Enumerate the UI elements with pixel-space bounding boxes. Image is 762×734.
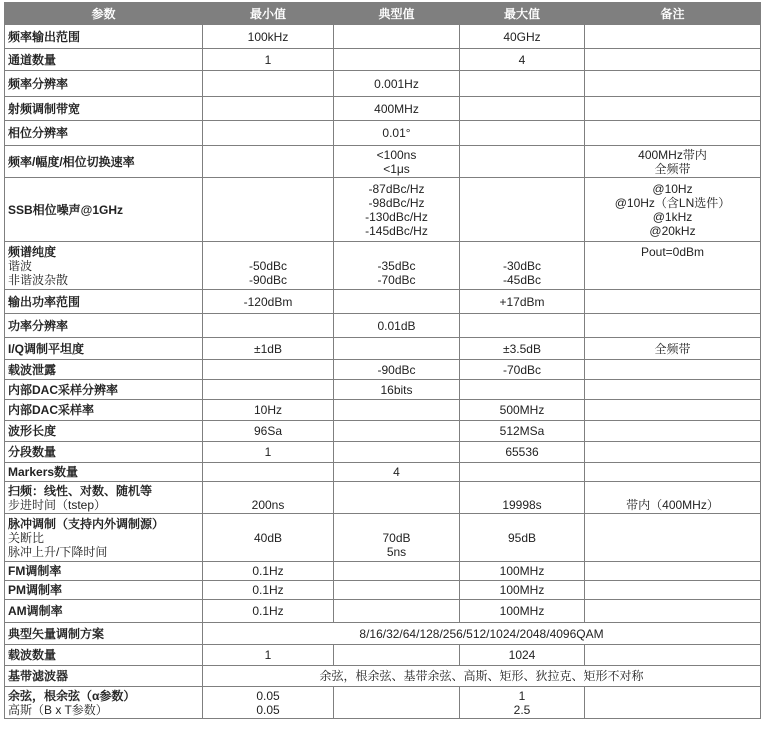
param-name: AM调制率 bbox=[8, 604, 63, 618]
cell-line: 5ns bbox=[386, 544, 407, 559]
max-cell bbox=[460, 338, 585, 360]
param-name: 频率输出范围 bbox=[8, 29, 81, 44]
cell-line bbox=[463, 484, 581, 498]
cell-line: 400MHz bbox=[374, 101, 419, 116]
cell-line: 0.01° bbox=[382, 126, 411, 140]
typ-cell bbox=[334, 314, 460, 338]
note-cell bbox=[585, 687, 761, 719]
cell-line: -98dBc/Hz bbox=[368, 195, 425, 210]
note-cell bbox=[585, 442, 761, 463]
cell-line: 0.1Hz bbox=[252, 564, 284, 578]
cell-line bbox=[588, 273, 757, 287]
note-cell bbox=[585, 645, 761, 666]
cell-line: -35dBc bbox=[377, 258, 416, 273]
param-cell bbox=[5, 380, 203, 400]
param-name: I/Q调制平坦度 bbox=[8, 341, 85, 356]
param-cell bbox=[5, 178, 203, 242]
note-cell bbox=[585, 242, 761, 290]
table-row bbox=[5, 242, 761, 290]
cell-line: 带内（400MHz） bbox=[626, 497, 719, 512]
min-cell bbox=[203, 600, 334, 623]
typ-cell bbox=[334, 687, 460, 719]
min-cell bbox=[203, 421, 334, 442]
cell-line: @10Hz（含LN选件） bbox=[614, 195, 731, 210]
cell-line: @1kHz bbox=[652, 209, 693, 224]
param-cell bbox=[5, 71, 203, 97]
table-row bbox=[5, 514, 761, 562]
cell-line bbox=[588, 484, 757, 498]
param-cell bbox=[5, 314, 203, 338]
max-cell bbox=[460, 482, 585, 514]
note-cell bbox=[585, 71, 761, 97]
typ-cell bbox=[334, 400, 460, 421]
typ-cell bbox=[334, 178, 460, 242]
typ-cell bbox=[334, 421, 460, 442]
max-cell bbox=[460, 71, 585, 97]
cell-line: -70dBc bbox=[502, 362, 542, 377]
table-row bbox=[5, 338, 761, 360]
param-cell bbox=[5, 360, 203, 380]
cell-line: 0.001Hz bbox=[374, 76, 419, 91]
param-name: 内部DAC采样率 bbox=[8, 403, 94, 417]
typ-cell bbox=[334, 242, 460, 290]
param-cell bbox=[5, 687, 203, 719]
max-cell bbox=[460, 645, 585, 666]
table-row bbox=[5, 687, 761, 719]
min-cell bbox=[203, 242, 334, 290]
cell-line: 400MHz带内 bbox=[638, 147, 707, 162]
param-name: 典型矢量调制方案 bbox=[8, 626, 105, 641]
typ-cell bbox=[334, 146, 460, 178]
max-cell bbox=[460, 442, 585, 463]
cell-line bbox=[463, 545, 581, 559]
max-cell bbox=[460, 581, 585, 600]
param-name: 功率分辨率 bbox=[8, 318, 69, 333]
param-cell bbox=[5, 600, 203, 623]
param-cell bbox=[5, 421, 203, 442]
cell-line: 0.1Hz bbox=[252, 583, 284, 597]
max-cell bbox=[460, 178, 585, 242]
typ-cell bbox=[334, 581, 460, 600]
header-row bbox=[5, 3, 761, 25]
note-cell bbox=[585, 463, 761, 482]
cell-line bbox=[206, 245, 330, 259]
param-sub: 谐波 bbox=[8, 258, 33, 273]
param-cell bbox=[5, 666, 203, 687]
min-cell bbox=[203, 360, 334, 380]
cell-line: 1024 bbox=[508, 648, 536, 662]
cell-line: 70dB bbox=[382, 530, 411, 545]
max-cell bbox=[460, 97, 585, 121]
cell-line: 10Hz bbox=[253, 403, 282, 417]
max-cell bbox=[460, 314, 585, 338]
header-param: 参数 bbox=[5, 3, 203, 25]
note-cell bbox=[585, 178, 761, 242]
table-row bbox=[5, 360, 761, 380]
cell-line: 0.05 bbox=[256, 688, 280, 703]
cell-line: 100kHz bbox=[247, 29, 289, 44]
typ-cell bbox=[334, 360, 460, 380]
span-cell: 8/16/32/64/128/256/512/1024/2048/4096QAM bbox=[203, 623, 761, 645]
table-body bbox=[5, 25, 761, 719]
param-name: 频率分辨率 bbox=[8, 76, 69, 91]
max-cell bbox=[460, 421, 585, 442]
min-cell bbox=[203, 25, 334, 49]
param-cell bbox=[5, 463, 203, 482]
table-row bbox=[5, 666, 761, 687]
table-row bbox=[5, 25, 761, 49]
table-row bbox=[5, 146, 761, 178]
cell-line: <1μs bbox=[383, 161, 410, 176]
typ-cell bbox=[334, 380, 460, 400]
min-cell bbox=[203, 581, 334, 600]
param-sub: 步进时间（tstep） bbox=[8, 497, 107, 512]
cell-line: 全频带 bbox=[654, 161, 691, 176]
table-row bbox=[5, 314, 761, 338]
table-row bbox=[5, 178, 761, 242]
min-cell bbox=[203, 178, 334, 242]
note-cell bbox=[585, 290, 761, 314]
max-cell bbox=[460, 121, 585, 146]
param-sub: 非谐波杂散 bbox=[8, 272, 69, 287]
cell-line: 1 bbox=[264, 445, 272, 459]
cell-line: 100MHz bbox=[499, 604, 545, 618]
cell-line: Pout=0dBm bbox=[640, 244, 705, 259]
max-cell bbox=[460, 146, 585, 178]
note-cell bbox=[585, 49, 761, 71]
cell-line: -70dBc bbox=[377, 272, 416, 287]
table-row bbox=[5, 581, 761, 600]
min-cell bbox=[203, 338, 334, 360]
table-row bbox=[5, 290, 761, 314]
min-cell bbox=[203, 687, 334, 719]
min-cell bbox=[203, 380, 334, 400]
param-cell bbox=[5, 49, 203, 71]
param-cell bbox=[5, 645, 203, 666]
typ-cell bbox=[334, 121, 460, 146]
note-cell bbox=[585, 338, 761, 360]
param-sub: 关断比 bbox=[8, 530, 45, 545]
header-min: 最小值 bbox=[203, 3, 334, 25]
cell-line: 1 bbox=[264, 52, 272, 67]
cell-line: @20kHz bbox=[649, 223, 696, 238]
table-row bbox=[5, 71, 761, 97]
note-cell bbox=[585, 121, 761, 146]
cell-line: 40GHz bbox=[503, 29, 541, 44]
cell-line: 500MHz bbox=[499, 403, 545, 417]
max-cell bbox=[460, 25, 585, 49]
param-name: PM调制率 bbox=[8, 583, 63, 597]
note-cell bbox=[585, 400, 761, 421]
param-cell bbox=[5, 562, 203, 581]
cell-line: 19998s bbox=[502, 497, 542, 512]
cell-line: 2.5 bbox=[513, 702, 531, 717]
table-row bbox=[5, 442, 761, 463]
min-cell bbox=[203, 49, 334, 71]
span-cell: 余弦，根余弦、基带余弦、高斯、矩形、狄拉克、矩形不对称 bbox=[203, 666, 761, 687]
param-name: 波形长度 bbox=[8, 424, 57, 438]
cell-line: -130dBc/Hz bbox=[365, 209, 428, 224]
cell-line: +17dBm bbox=[499, 294, 545, 309]
max-cell bbox=[460, 687, 585, 719]
cell-line: -145dBc/Hz bbox=[365, 223, 428, 238]
table-row bbox=[5, 623, 761, 645]
min-cell bbox=[203, 290, 334, 314]
table-row bbox=[5, 421, 761, 442]
max-cell bbox=[460, 562, 585, 581]
table-row bbox=[5, 380, 761, 400]
param-name: Markers数量 bbox=[8, 465, 79, 479]
cell-line bbox=[206, 484, 330, 498]
param-name: 载波数量 bbox=[8, 648, 57, 662]
param-name: 脉冲调制（支持内外调制源） bbox=[8, 516, 165, 531]
note-cell bbox=[585, 514, 761, 562]
param-name: 频谱纯度 bbox=[8, 244, 57, 259]
cell-line: -87dBc/Hz bbox=[368, 181, 425, 196]
max-cell bbox=[460, 380, 585, 400]
cell-line bbox=[206, 517, 330, 531]
param-name: 相位分辨率 bbox=[8, 126, 69, 140]
param-cell bbox=[5, 442, 203, 463]
cell-line: 95dB bbox=[507, 530, 537, 545]
min-cell bbox=[203, 400, 334, 421]
typ-cell bbox=[334, 442, 460, 463]
note-cell bbox=[585, 97, 761, 121]
cell-line: -50dBc bbox=[248, 258, 288, 273]
min-cell bbox=[203, 97, 334, 121]
typ-cell bbox=[334, 645, 460, 666]
note-cell bbox=[585, 482, 761, 514]
cell-line: -90dBc bbox=[248, 272, 288, 287]
param-name: 扫频：线性、对数、随机等 bbox=[8, 483, 153, 498]
cell-line bbox=[463, 517, 581, 531]
max-cell bbox=[460, 463, 585, 482]
header-typ: 典型值 bbox=[334, 3, 460, 25]
param-sub: 高斯（B x T参数） bbox=[8, 702, 108, 717]
table-row bbox=[5, 482, 761, 514]
param-sub: 脉冲上升/下降时间 bbox=[8, 544, 108, 559]
min-cell bbox=[203, 71, 334, 97]
typ-cell bbox=[334, 71, 460, 97]
header-max: 最大值 bbox=[460, 3, 585, 25]
param-name: FM调制率 bbox=[8, 564, 62, 578]
min-cell bbox=[203, 314, 334, 338]
cell-line: 100MHz bbox=[499, 564, 545, 578]
param-cell bbox=[5, 338, 203, 360]
cell-line: -120dBm bbox=[243, 294, 293, 309]
min-cell bbox=[203, 562, 334, 581]
cell-line: 100MHz bbox=[499, 583, 545, 597]
max-cell bbox=[460, 49, 585, 71]
param-cell bbox=[5, 25, 203, 49]
typ-cell bbox=[334, 97, 460, 121]
note-cell bbox=[585, 581, 761, 600]
cell-line: 0.05 bbox=[256, 702, 280, 717]
table-row bbox=[5, 400, 761, 421]
table-row bbox=[5, 645, 761, 666]
param-name: 射频调制带宽 bbox=[8, 101, 81, 116]
cell-line: -30dBc bbox=[502, 258, 542, 273]
typ-cell bbox=[334, 25, 460, 49]
max-cell bbox=[460, 290, 585, 314]
param-cell bbox=[5, 242, 203, 290]
cell-line: ±3.5dB bbox=[503, 341, 541, 356]
param-cell bbox=[5, 623, 203, 645]
cell-line: 4 bbox=[518, 52, 526, 67]
header-note: 备注 bbox=[585, 3, 761, 25]
note-cell bbox=[585, 380, 761, 400]
cell-line: 96Sa bbox=[253, 424, 283, 438]
note-cell bbox=[585, 600, 761, 623]
table-row bbox=[5, 463, 761, 482]
cell-line bbox=[588, 259, 757, 273]
typ-cell bbox=[334, 338, 460, 360]
cell-line bbox=[206, 545, 330, 559]
cell-line: 16bits bbox=[380, 382, 413, 397]
min-cell bbox=[203, 121, 334, 146]
typ-cell bbox=[334, 290, 460, 314]
min-cell bbox=[203, 442, 334, 463]
max-cell bbox=[460, 400, 585, 421]
cell-line: 1 bbox=[264, 648, 272, 662]
param-cell bbox=[5, 400, 203, 421]
table-row bbox=[5, 97, 761, 121]
cell-line bbox=[337, 245, 456, 259]
param-cell bbox=[5, 121, 203, 146]
min-cell bbox=[203, 645, 334, 666]
note-cell bbox=[585, 314, 761, 338]
typ-cell bbox=[334, 482, 460, 514]
cell-line: 0.01dB bbox=[377, 318, 416, 333]
cell-line: 200ns bbox=[251, 497, 285, 512]
min-cell bbox=[203, 514, 334, 562]
typ-cell bbox=[334, 49, 460, 71]
typ-cell bbox=[334, 514, 460, 562]
cell-line: 40dB bbox=[253, 530, 283, 545]
table-row bbox=[5, 49, 761, 71]
param-name: 载波泄露 bbox=[8, 362, 57, 377]
spec-table bbox=[4, 2, 761, 719]
typ-cell bbox=[334, 600, 460, 623]
typ-cell bbox=[334, 463, 460, 482]
param-cell bbox=[5, 290, 203, 314]
cell-line: 全频带 bbox=[654, 341, 691, 356]
param-name: 余弦，根余弦（α参数） bbox=[8, 688, 136, 703]
typ-cell bbox=[334, 562, 460, 581]
note-cell bbox=[585, 562, 761, 581]
max-cell bbox=[460, 242, 585, 290]
min-cell bbox=[203, 482, 334, 514]
param-name: SSB相位噪声@1GHz bbox=[8, 202, 124, 217]
min-cell bbox=[203, 146, 334, 178]
cell-line: 4 bbox=[393, 465, 400, 479]
cell-line: -90dBc bbox=[377, 362, 416, 377]
min-cell bbox=[203, 463, 334, 482]
cell-line: 512MSa bbox=[499, 424, 545, 438]
param-name: 频率/幅度/相位切换速率 bbox=[8, 154, 135, 169]
note-cell bbox=[585, 360, 761, 380]
cell-line bbox=[463, 245, 581, 259]
max-cell bbox=[460, 360, 585, 380]
cell-line: @10Hz bbox=[652, 181, 693, 196]
table-row bbox=[5, 562, 761, 581]
cell-line: 1 bbox=[518, 688, 526, 703]
table-row bbox=[5, 600, 761, 623]
max-cell bbox=[460, 514, 585, 562]
max-cell bbox=[460, 600, 585, 623]
cell-line: 0.1Hz bbox=[252, 604, 284, 618]
cell-line: 65536 bbox=[505, 445, 539, 459]
param-name: 通道数量 bbox=[8, 52, 57, 67]
table-row bbox=[5, 121, 761, 146]
param-cell bbox=[5, 581, 203, 600]
note-cell bbox=[585, 25, 761, 49]
cell-line bbox=[337, 517, 456, 531]
cell-line: <100ns bbox=[376, 147, 417, 162]
param-cell bbox=[5, 514, 203, 562]
param-name: 输出功率范围 bbox=[8, 294, 81, 309]
cell-line: -45dBc bbox=[502, 272, 542, 287]
param-name: 内部DAC采样分辨率 bbox=[8, 382, 118, 397]
param-cell bbox=[5, 97, 203, 121]
cell-line: ±1dB bbox=[254, 341, 282, 356]
note-cell bbox=[585, 421, 761, 442]
param-cell bbox=[5, 482, 203, 514]
param-name: 分段数量 bbox=[8, 445, 57, 459]
note-cell bbox=[585, 146, 761, 178]
param-cell bbox=[5, 146, 203, 178]
param-name: 基带滤波器 bbox=[8, 669, 69, 683]
